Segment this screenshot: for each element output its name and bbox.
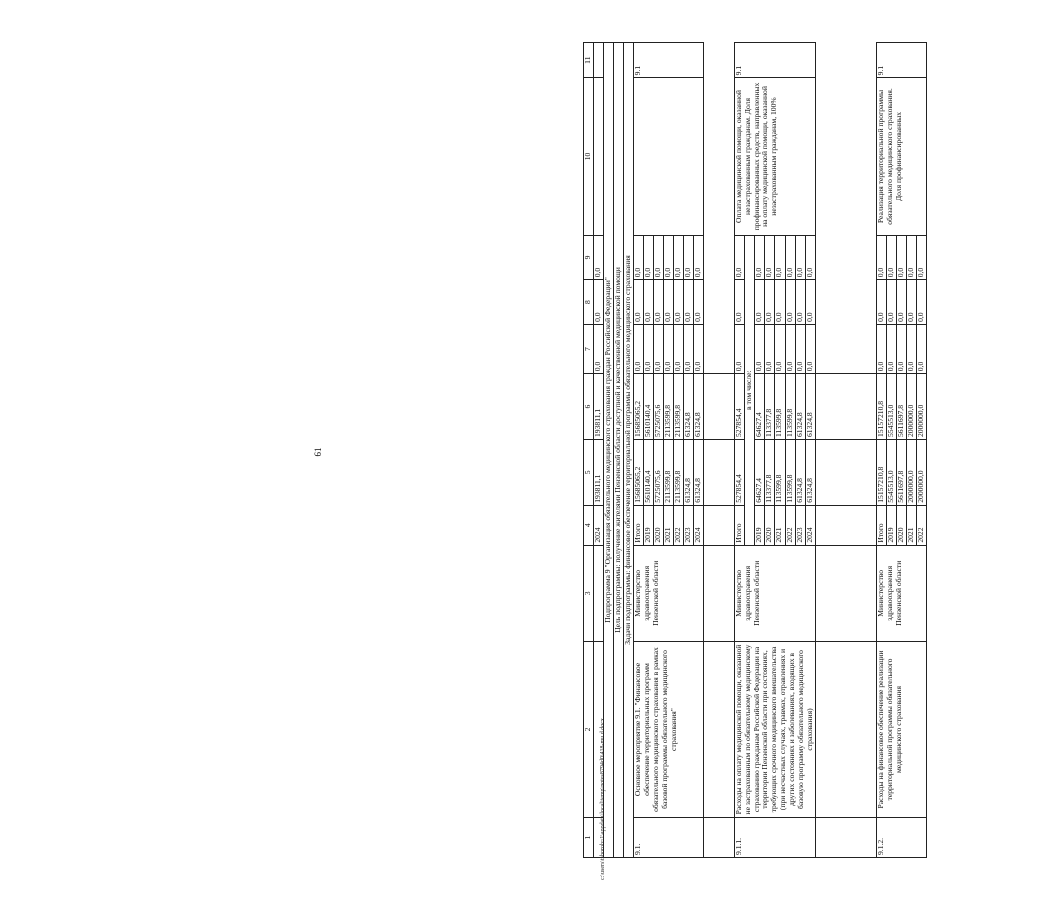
value-cell: 0,0	[795, 235, 805, 280]
value-cell: 0,0	[734, 235, 744, 280]
col-num: 9	[584, 235, 594, 280]
value-cell: 0,0	[755, 280, 765, 325]
value-cell: 527854,4	[734, 439, 744, 505]
value-cell: 0,0	[897, 324, 907, 373]
value-cell: 2000000,0	[917, 374, 927, 440]
value-cell: 61324,8	[693, 374, 703, 440]
col-num: 6	[584, 374, 594, 440]
col-num: 10	[584, 78, 594, 235]
spacer-cell	[703, 545, 734, 641]
measure-ref: 9.1	[734, 43, 816, 78]
value-cell: 2113599,8	[663, 439, 673, 505]
spacer-cell	[816, 374, 877, 440]
value-cell: 5725075,6	[653, 439, 663, 505]
value-cell: 527854,4	[734, 374, 744, 440]
value-cell: 0,0	[594, 324, 604, 373]
year-cell: 2024	[805, 505, 815, 545]
value-cell: 0,0	[805, 324, 815, 373]
value-cell: 0,0	[633, 324, 643, 373]
measure-number: 9.1.	[633, 818, 703, 858]
task-title: Задачи подпрограммы: финансовое обеспечение территориальной программы обязательного медицинского страхования	[623, 43, 633, 858]
value-cell: 0,0	[734, 280, 744, 325]
year-cell: Итого	[734, 505, 744, 545]
value-cell: 0,0	[594, 235, 604, 280]
value-cell: 0,0	[594, 280, 604, 325]
spacer-cell	[816, 641, 877, 817]
value-cell: 0,0	[734, 324, 744, 373]
measure-executor: Министерство здравоохранения Пензенской области	[877, 545, 927, 641]
value-cell: 0,0	[693, 235, 703, 280]
value-cell: 15157210,8	[877, 374, 887, 440]
year-cell: 2024	[594, 505, 604, 545]
value-cell: 0,0	[765, 280, 775, 325]
carry-over-row	[594, 43, 604, 858]
col-num: 4	[584, 505, 594, 545]
in-total-label: в том числе:	[744, 235, 754, 545]
measure-ref: 9.1	[633, 43, 703, 78]
col-num: 7	[584, 324, 594, 373]
value-cell: 0,0	[755, 235, 765, 280]
value-cell: 2113599,8	[673, 374, 683, 440]
value-cell: 2113599,8	[663, 374, 673, 440]
value-cell: 64627,4	[755, 374, 765, 440]
spacer-cell	[703, 439, 734, 505]
value-cell: 0,0	[693, 280, 703, 325]
measure-name: Расходы на финансовое обеспечение реализации территориальной программы обязательного медицинского страхования	[877, 641, 927, 817]
measure-row	[877, 43, 887, 858]
year-cell: 2023	[795, 505, 805, 545]
value-cell: 0,0	[917, 235, 927, 280]
program-table	[583, 42, 927, 858]
value-cell: 113599,8	[785, 439, 795, 505]
year-cell: Итого	[633, 505, 643, 545]
value-cell: 15157210,8	[877, 439, 887, 505]
measure-name: Основное мероприятие 9.1. "Финансовое обеспечение территориальных программ обязательного медицинского страхования в рамках базовой программы обязательного медицинского страхования"	[633, 641, 703, 817]
value-cell: 0,0	[765, 324, 775, 373]
value-cell: 5611697,8	[897, 439, 907, 505]
measure-name: Расходы на оплату медицинской помощи, оказанной не застрахованным по обязательному медицинскому страхованию гражданам Российской Федерации на территории Пензенской области при состояниях, требующих срочного медицинского вмешательства (при несчастных случаях, травмах, отравлениях и других состояниях и заболеваниях, входящих в базовую программу обязательного медицинского страхования)	[734, 641, 816, 817]
value-cell: 0,0	[785, 280, 795, 325]
col-num: 11	[584, 43, 594, 78]
year-cell: 2020	[653, 505, 663, 545]
value-cell: 0,0	[643, 324, 653, 373]
measure-result: Оплата медицинской помощи, оказанной незастрахованным гражданам. Доля профинансированных средств, направленных на оплату медицинской помощи, оказанной незастрахованным гражданам, 100%	[734, 78, 816, 235]
value-cell: 0,0	[683, 280, 693, 325]
spacer-cell	[816, 439, 877, 505]
value-cell: 0,0	[653, 280, 663, 325]
year-cell: 2021	[775, 505, 785, 545]
measure-ref: 9.1	[877, 43, 927, 78]
spacer-cell	[703, 818, 734, 858]
measure-executor: Министерство здравоохранения Пензенской области	[633, 545, 703, 641]
value-cell: 0,0	[887, 235, 897, 280]
year-cell: 2022	[673, 505, 683, 545]
value-cell: 0,0	[785, 235, 795, 280]
value-cell: 61324,8	[795, 374, 805, 440]
value-cell: 2000000,0	[917, 439, 927, 505]
spacer-cell	[816, 545, 877, 641]
value-cell: 193811,1	[594, 374, 604, 440]
col-num: 3	[584, 545, 594, 641]
year-cell: 2021	[907, 505, 917, 545]
value-cell: 0,0	[917, 280, 927, 325]
col-num: 8	[584, 280, 594, 325]
value-cell: 113599,8	[785, 374, 795, 440]
value-cell: 64627,4	[755, 439, 765, 505]
col-num: 5	[584, 439, 594, 505]
goal-title: Цель подпрограммы: получение жителями Пензенской области доступной и качественной медицинской помощи	[613, 43, 623, 858]
value-cell: 61324,8	[805, 439, 815, 505]
value-cell: 0,0	[877, 280, 887, 325]
value-cell: 0,0	[673, 324, 683, 373]
year-cell: 2019	[643, 505, 653, 545]
year-cell: Итого	[877, 505, 887, 545]
value-cell: 0,0	[663, 324, 673, 373]
value-cell: 0,0	[887, 324, 897, 373]
value-cell: 15685065,2	[633, 439, 643, 505]
value-cell: 0,0	[805, 280, 815, 325]
value-cell: 2113599,8	[673, 439, 683, 505]
column-numbers-row	[584, 43, 594, 858]
year-cell: 2019	[887, 505, 897, 545]
rotated-table-sheet	[583, 42, 1053, 858]
year-cell: 2020	[897, 505, 907, 545]
value-cell: 61324,8	[693, 439, 703, 505]
value-cell: 5545513,0	[887, 374, 897, 440]
value-cell: 0,0	[653, 324, 663, 373]
value-cell: 0,0	[785, 324, 795, 373]
value-cell: 0,0	[653, 235, 663, 280]
spacer-cell	[816, 818, 877, 858]
value-cell: 0,0	[775, 280, 785, 325]
value-cell: 0,0	[633, 280, 643, 325]
value-cell: 0,0	[683, 324, 693, 373]
value-cell: 15685065,2	[633, 374, 643, 440]
page-number: 61	[313, 447, 323, 457]
col-num: 1	[584, 818, 594, 858]
value-cell: 0,0	[907, 280, 917, 325]
measure-executor: Министерство здравоохранения Пензенской области	[734, 545, 816, 641]
year-cell: 2022	[917, 505, 927, 545]
value-cell: 0,0	[795, 280, 805, 325]
year-cell: 2023	[683, 505, 693, 545]
value-cell: 0,0	[663, 235, 673, 280]
spacer-cell	[703, 505, 734, 545]
value-cell: 0,0	[633, 235, 643, 280]
value-cell: 61324,8	[683, 374, 693, 440]
year-cell: 2021	[663, 505, 673, 545]
value-cell: 113377,8	[765, 439, 775, 505]
measure-result	[633, 78, 703, 235]
spacer-cell	[703, 374, 734, 440]
measure-result: Реализация территориальной программы обязательного медицинского страхования. Доля профинансированных	[877, 78, 927, 235]
value-cell: 0,0	[765, 235, 775, 280]
value-cell: 0,0	[673, 235, 683, 280]
value-cell: 0,0	[877, 235, 887, 280]
value-cell: 0,0	[897, 235, 907, 280]
value-cell: 0,0	[755, 324, 765, 373]
value-cell: 0,0	[887, 280, 897, 325]
value-cell: 113599,8	[775, 439, 785, 505]
value-cell: 193811,1	[594, 439, 604, 505]
year-cell: 2022	[785, 505, 795, 545]
value-cell: 2000000,0	[907, 439, 917, 505]
value-cell: 0,0	[917, 324, 927, 373]
value-cell: 113599,8	[775, 374, 785, 440]
year-cell: 2019	[755, 505, 765, 545]
measure-number: 9.1.1.	[734, 818, 816, 858]
value-cell: 5611697,8	[897, 374, 907, 440]
spacer-cell	[703, 641, 734, 817]
value-cell: 0,0	[775, 324, 785, 373]
measure-number: 9.1.2.	[877, 818, 927, 858]
value-cell: 113377,8	[765, 374, 775, 440]
value-cell: 5725075,6	[653, 374, 663, 440]
measure-row	[633, 43, 643, 858]
value-cell: 5610140,4	[643, 439, 653, 505]
value-cell: 0,0	[907, 235, 917, 280]
value-cell: 0,0	[693, 324, 703, 373]
value-cell: 0,0	[877, 324, 887, 373]
value-cell: 5610140,4	[643, 374, 653, 440]
value-cell: 61324,8	[795, 439, 805, 505]
value-cell: 0,0	[673, 280, 683, 325]
spacer-cell	[816, 505, 877, 545]
value-cell: 5545513,0	[887, 439, 897, 505]
value-cell: 0,0	[663, 280, 673, 325]
value-cell: 0,0	[775, 235, 785, 280]
value-cell: 2000000,0	[907, 374, 917, 440]
value-cell: 0,0	[643, 280, 653, 325]
value-cell: 0,0	[805, 235, 815, 280]
value-cell: 0,0	[683, 235, 693, 280]
col-num: 2	[584, 641, 594, 817]
measure-row	[734, 43, 744, 858]
subprogram-title: Подпрограмма 9 "Организация обязательного медицинского страхования граждан Российской Федерации"	[603, 43, 613, 858]
value-cell: 0,0	[795, 324, 805, 373]
value-cell: 0,0	[897, 280, 907, 325]
value-cell: 61324,8	[805, 374, 815, 440]
value-cell: 0,0	[643, 235, 653, 280]
footer-path: c:\users\tsboroh~1\appdata\local\temp\notes8794d0\418-mu.d.docx	[600, 718, 606, 880]
value-cell: 61324,8	[683, 439, 693, 505]
year-cell: 2020	[765, 505, 775, 545]
year-cell: 2024	[693, 505, 703, 545]
value-cell: 0,0	[907, 324, 917, 373]
